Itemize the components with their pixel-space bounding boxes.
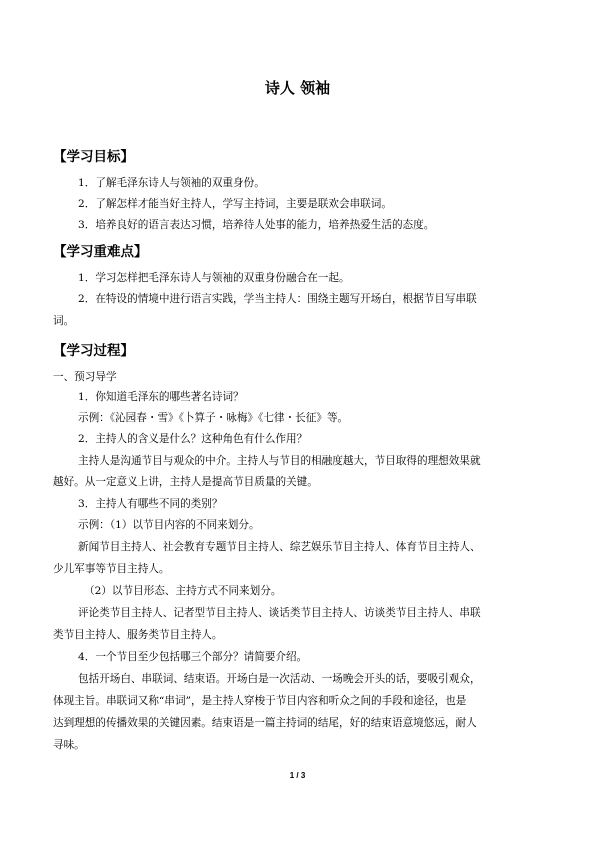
process-line: 主持人是沟通节目与观众的中介。主持人与节目的相融度越大，节目取得的理想效果就 — [78, 455, 481, 467]
process-line: 一、预习导学 — [53, 371, 117, 383]
process-line: 新闻节目主持人、社会教育专题节目主持人、综艺娱乐节目主持人、体育节目主持人、 — [78, 541, 481, 553]
process-line: 类节目主持人、服务类节目主持人。 — [53, 629, 223, 641]
process-line: 示例：《沁园春・雪》《卜算子・咏梅》《七律・长征》等。 — [78, 412, 349, 424]
page-title: 诗人 领袖 — [264, 79, 331, 97]
process-line: 2．主持人的含义是什么？这种角色有什么作用？ — [78, 433, 308, 445]
goal-item: 1．了解毛泽东诗人与领袖的双重身份。 — [78, 177, 265, 189]
process-line: 示例：（1）以节目内容的不同来划分。 — [78, 519, 260, 531]
goal-item: 3．培养良好的语言表达习惯，培养待人处事的能力，培养热爱生活的态度。 — [78, 219, 435, 231]
key-point-item: 2．在特设的情境中进行语言实践，学当主持人：围绕主题写开场白，根据节目写串联 — [78, 293, 477, 305]
section-heading-process: 【学习过程】 — [53, 343, 134, 359]
key-point-item: 1．学习怎样把毛泽东诗人与领袖的双重身份融合在一起。 — [78, 272, 350, 284]
process-line: 达到理想的传播效果的关键因素。结束语是一篇主持词的结尾，好的结束语意境悠远，耐人 — [53, 717, 477, 729]
process-line: 1．你知道毛泽东的哪些著名诗词？ — [78, 391, 244, 403]
goal-item: 2．了解怎样才能当好主持人，学写主持词，主要是联欢会串联词。 — [78, 198, 392, 210]
process-line: 越好。从一定意义上讲，主持人是提高节目质量的关键。 — [53, 476, 318, 488]
process-line: 体现主旨。串联词又称“串词”，是主持人穿梭于节目内容和听众之间的手段和途径，也是 — [53, 695, 467, 707]
section-heading-key-points: 【学习重难点】 — [53, 244, 148, 260]
section-heading-goals: 【学习目标】 — [53, 149, 134, 165]
process-line: 评论类节目主持人、记者型节目主持人、谈话类节目主持人、访谈类节目主持人、串联 — [78, 607, 481, 619]
process-line: 寻味。 — [53, 739, 85, 751]
process-line: 包括开场白、串联词、结束语。开场白是一次活动、一场晚会开头的话，要吸引观众， — [78, 673, 481, 685]
key-point-item: 词。 — [53, 315, 75, 327]
process-line: （2）以节目形态、主持方式不同来划分。 — [84, 585, 282, 597]
process-line: 3．主持人有哪些不同的类别？ — [78, 498, 223, 510]
process-line: 4．一个节目至少包括哪三个部分？请简要介绍。 — [78, 651, 308, 663]
page-number: 1 / 3 — [289, 771, 306, 780]
process-line: 少儿军事等节目主持人。 — [53, 563, 170, 575]
